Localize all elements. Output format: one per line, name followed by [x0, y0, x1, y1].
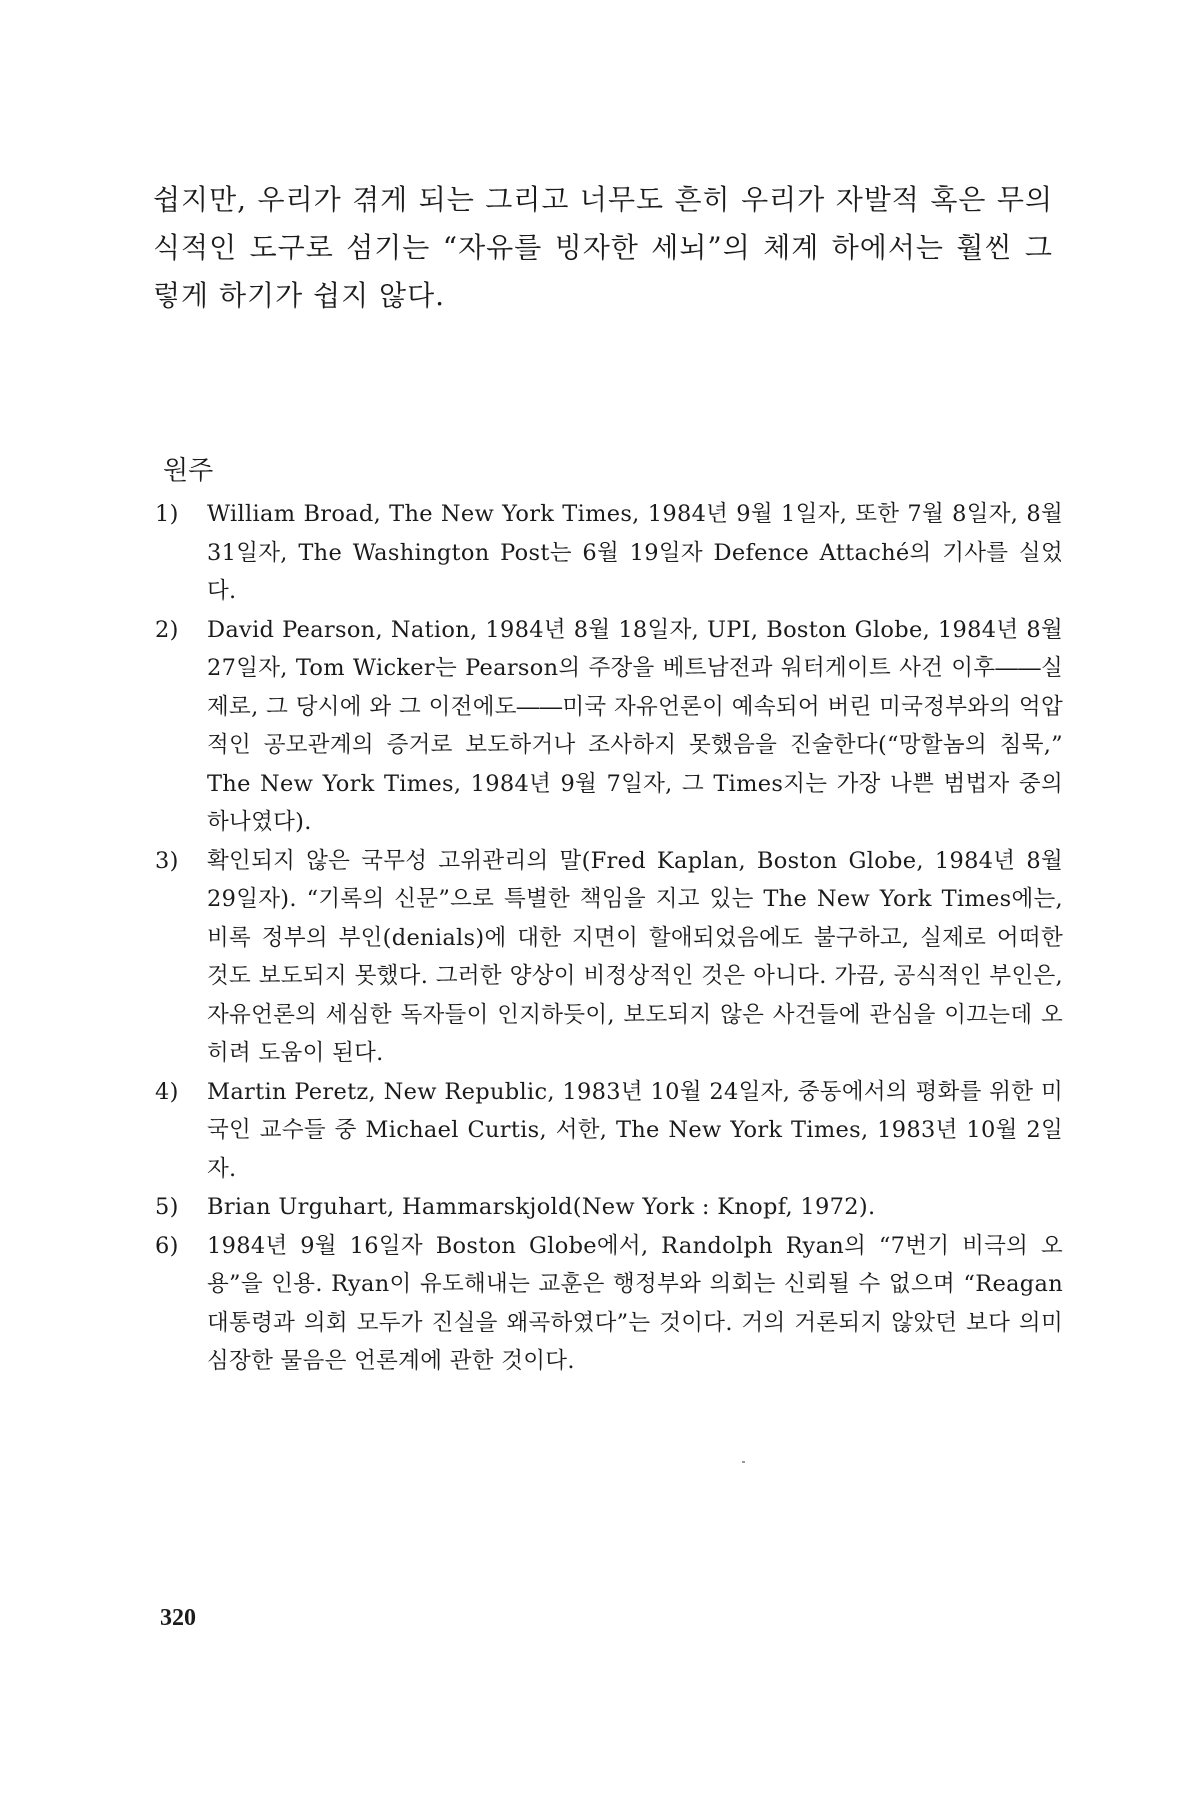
note-item: [153, 1073, 1063, 1189]
note-item: [153, 611, 1063, 842]
note-number: 2): [155, 616, 179, 643]
note-item: [153, 1227, 1063, 1381]
note-text: 확인되지 않은 국무성 고위관리의 말(Fred Kaplan, Boston Globe, 1984년 8월 29일자). “기록의 신문”으로 특별한 책임을 지고 있는 The New York Times에는, 비록 정부의 부인(denials)에 대한 지면이 할애되었음에도 불구하고, 실제로 어떠한 것도 보도되지 못했다. 그러한 양상이 비정상적인 것은 아니다. 가끔, 공식적인 부인은, 자유언론의 세심한 독자들이 인지하듯이, 보도되지 않은 사건들에 관심을 이끄는데 오히려 도움이 된다.: [207, 847, 1063, 1066]
note-number: 6): [155, 1232, 179, 1259]
note-text: Brian Urguhart, Hammarskjold(New York : Knopf, 1972).: [207, 1194, 876, 1220]
note-number: 3): [155, 847, 179, 874]
note-number: 4): [155, 1078, 179, 1105]
page-number: 320: [160, 1605, 196, 1631]
scan-speck: [742, 1461, 745, 1463]
note-item: [153, 842, 1063, 1073]
endnotes-section: [153, 450, 1063, 1381]
note-number: 5): [155, 1194, 179, 1220]
note-text: Martin Peretz, New Republic, 1983년 10월 24일자, 중동에서의 평화를 위한 미국인 교수들 중 Michael Curtis, 서한, The New York Times, 1983년 10월 2일자.: [207, 1078, 1063, 1182]
note-text: 1984년 9월 16일자 Boston Globe에서, Randolph Ryan의 “7번기 비극의 오용”을 인용. Ryan이 유도해내는 교훈은 행정부와 의회는 신뢰될 수 없으며 “Reagan대통령과 의회 모두가 진실을 왜곡하였다”는 것이다. 거의 거론되지 않았던 보다 의미심장한 물음은 언론계에 관한 것이다.: [207, 1232, 1063, 1374]
note-text: David Pearson, Nation, 1984년 8월 18일자, UPI, Boston Globe, 1984년 8월 27일자, Tom Wicker는 Pearson의 주장을 베트남전과 워터게이트 사건 이후――실제로, 그 당시에 와 그 이전에도――미국 자유언론이 예속되어 버린 미국정부와의 억압적인 공모관계의 증거로 보도하거나 조사하지 못했음을 진술한다(“망할놈의 침묵,” The New York Times, 1984년 9월 7일자, 그 Times지는 가장 나쁜 범법자 중의 하나였다).: [207, 616, 1063, 835]
body-paragraph: 쉽지만, 우리가 겪게 되는 그리고 너무도 흔히 우리가 자발적 혹은 무의식적인 도구로 섬기는 “자유를 빙자한 세뇌”의 체계 하에서는 훨씬 그렇게 하기가 쉽지 않다.: [153, 183, 1053, 312]
note-text: William Broad, The New York Times, 1984년 9월 1일자, 또한 7월 8일자, 8월 31일자, The Washington Post는 6월 19일자 Defence Attaché의 기사를 실었다.: [207, 501, 1063, 604]
notes-heading: 원주: [163, 456, 214, 486]
note-number: 1): [155, 501, 179, 527]
note-item: [153, 495, 1063, 611]
note-item: [153, 1188, 1063, 1227]
